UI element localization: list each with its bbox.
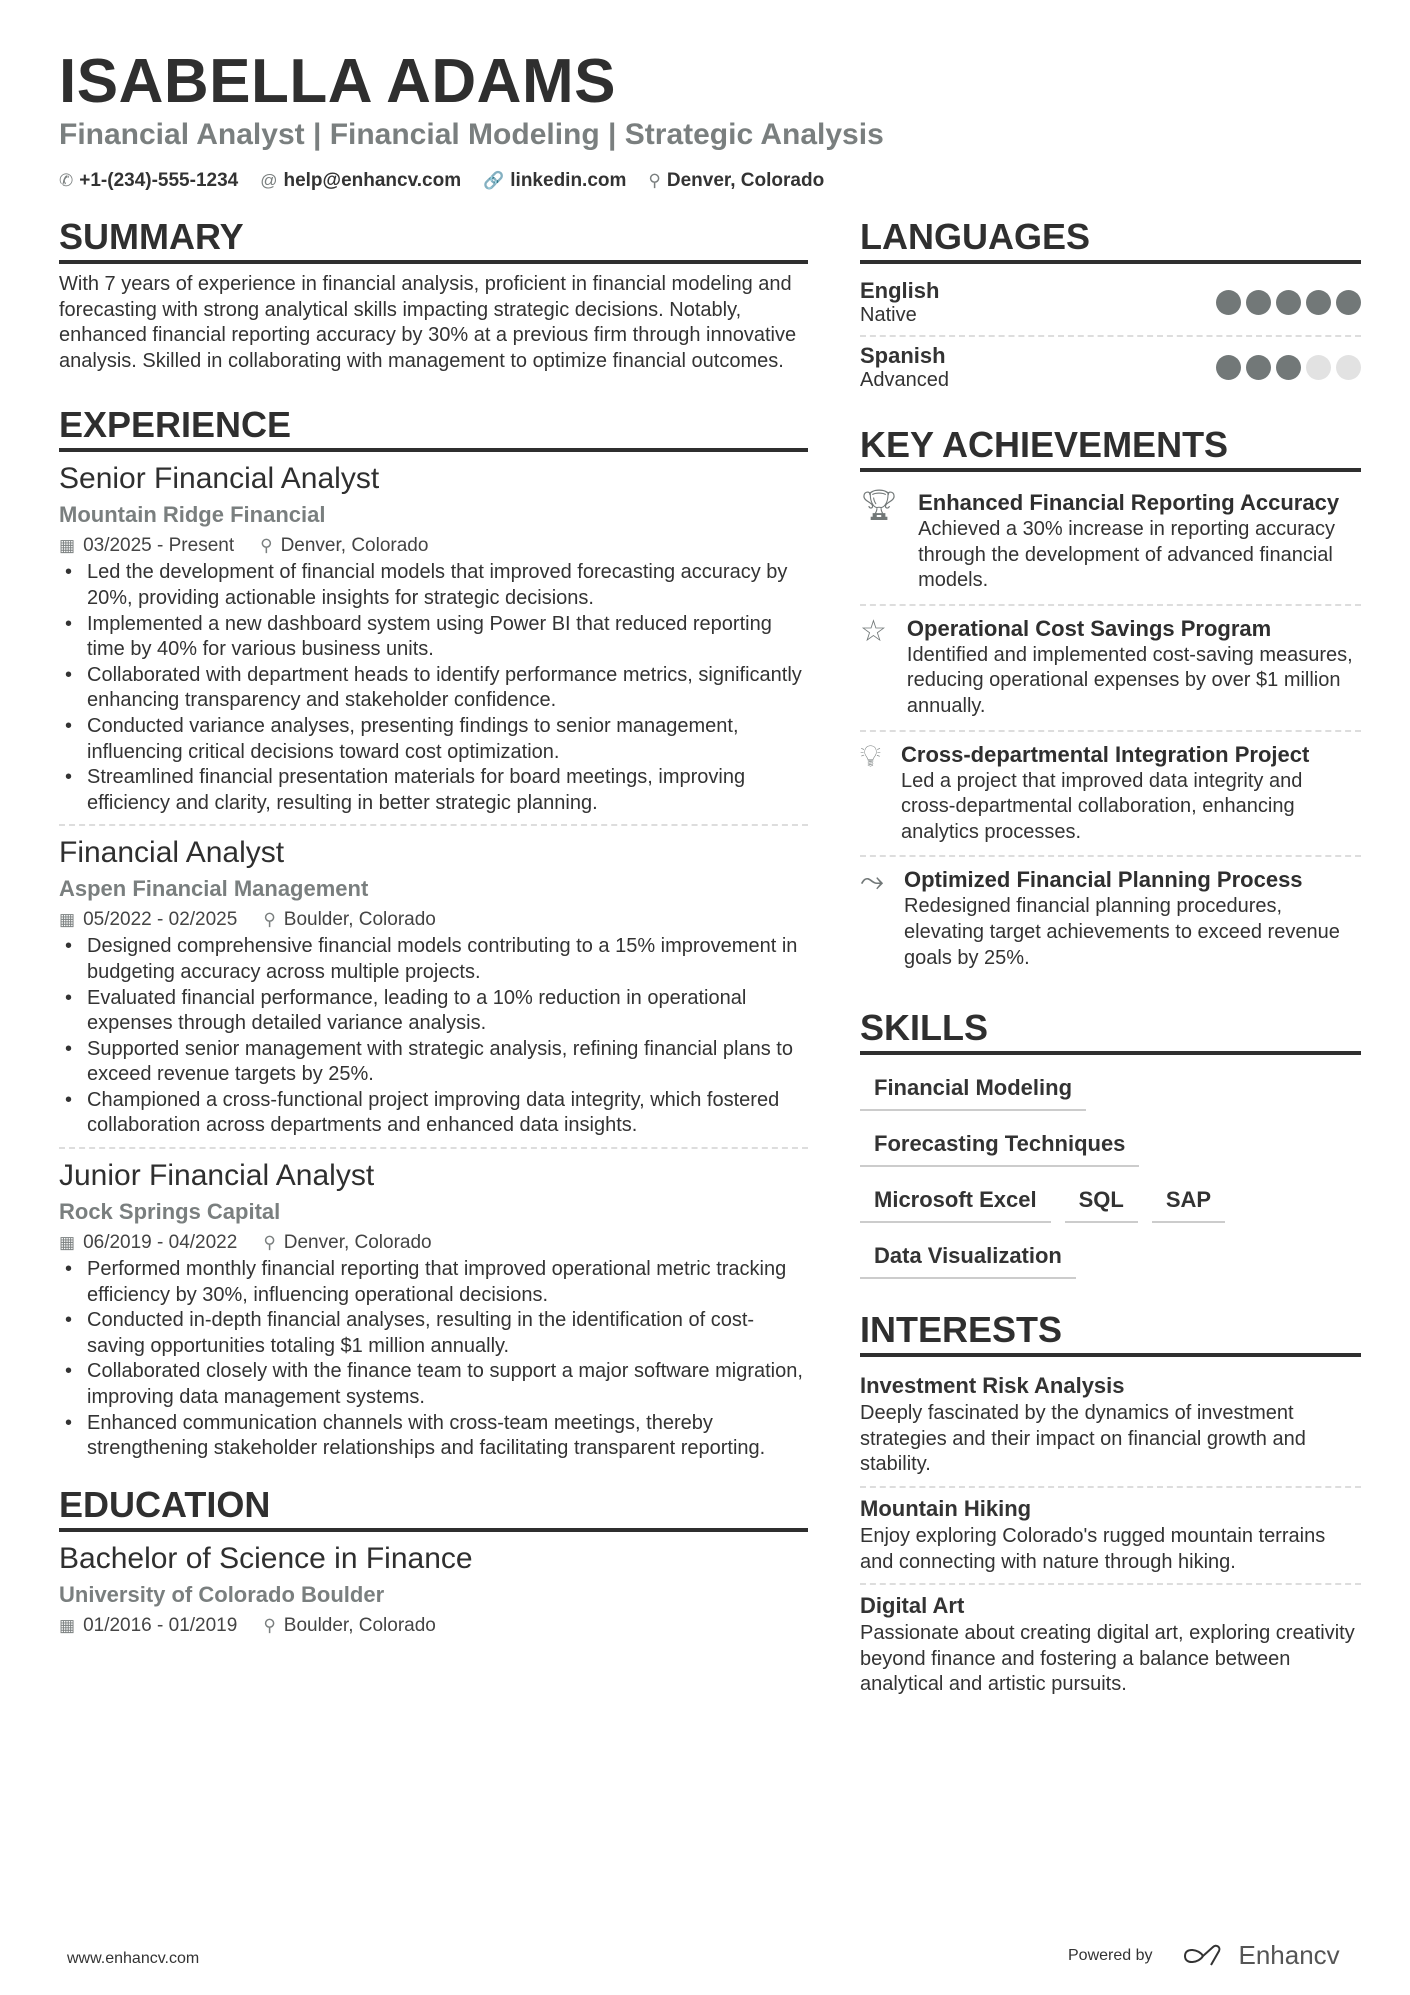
achievement-body bbox=[918, 488, 1361, 594]
experience-entry bbox=[59, 834, 808, 1149]
contact-item[interactable] bbox=[260, 170, 461, 192]
left-column bbox=[59, 216, 808, 1656]
skill-tag: Microsoft Excel bbox=[860, 1175, 1051, 1223]
right-column bbox=[860, 216, 1361, 1706]
achievement-title: Optimized Financial Planning Process bbox=[904, 867, 1303, 893]
proficiency-rating bbox=[1216, 355, 1361, 380]
rating-dot bbox=[1276, 355, 1301, 380]
bullet-item: • Conducted variance analyses, presenting findings to senior management, influencing critical decisions toward cost optimization. bbox=[59, 714, 808, 765]
headline: Financial Analyst | Financial Modeling | Strategic Analysis bbox=[59, 118, 884, 151]
language-level: Advanced bbox=[860, 369, 949, 391]
language-name: English bbox=[860, 278, 940, 303]
bullet-item: • Collaborated with department heads to identify performance metrics, significantly enhancing transparency and stakeholder confidence. bbox=[59, 663, 808, 714]
achievement-body bbox=[901, 740, 1361, 846]
trophy-icon: 🏆︎ bbox=[860, 489, 899, 522]
contact-text: help@enhancv.com bbox=[283, 170, 462, 191]
location-text: Boulder, Colorado bbox=[283, 909, 436, 931]
bullet-item: • Performed monthly financial reporting that improved operational metric tracking efficiency by 30%, influencing operational decisions. bbox=[59, 1257, 808, 1308]
language-item bbox=[860, 272, 1361, 337]
experience-section bbox=[59, 404, 808, 1469]
star-icon: ☆ bbox=[860, 614, 887, 648]
skill-tag: SAP bbox=[1152, 1175, 1225, 1223]
bullet-item: • Implemented a new dashboard system using Power BI that reduced reporting time by 40% for various business units. bbox=[59, 612, 808, 663]
rating-dot bbox=[1336, 355, 1361, 380]
bullet-item: • Led the development of financial models that improved forecasting accuracy by 20%, providing actionable insights for strategic decisions. bbox=[59, 560, 808, 611]
date-range bbox=[59, 1229, 237, 1257]
skill-tag: SQL bbox=[1065, 1175, 1138, 1223]
location bbox=[263, 1612, 436, 1640]
brand-name: Enhancv bbox=[1238, 1940, 1340, 1970]
skill-tag: Financial Modeling bbox=[860, 1063, 1086, 1111]
job-meta bbox=[59, 1229, 808, 1257]
link-icon: 🔗 bbox=[483, 171, 505, 190]
location-text: Boulder, Colorado bbox=[283, 1614, 436, 1636]
enhancv-logo bbox=[1181, 1940, 1340, 1971]
company-name: University of Colorado Boulder bbox=[59, 1581, 385, 1607]
rating-dot bbox=[1216, 290, 1241, 315]
achievement-text: Redesigned financial planning procedures, elevating target achievements to exceed revenue goals by 25%. bbox=[904, 895, 1340, 969]
achievement-text: Achieved a 30% increase in reporting accuracy through the development of advanced financial models. bbox=[918, 518, 1335, 592]
interest-text: Deeply fascinated by the dynamics of investment strategies and their impact on financial growth and stability. bbox=[860, 1402, 1306, 1476]
skill-tag: Data Visualization bbox=[860, 1231, 1076, 1279]
achievement-text: Led a project that improved data integrity and cross-departmental collaboration, enhancing analytics processes. bbox=[901, 769, 1303, 843]
company-name: Mountain Ridge Financial bbox=[59, 502, 326, 528]
bullet-list bbox=[59, 934, 808, 1139]
interest-title: Digital Art bbox=[860, 1593, 965, 1619]
location-text: Denver, Colorado bbox=[283, 1232, 432, 1254]
location bbox=[263, 906, 436, 934]
section-heading: INTERESTS bbox=[860, 1309, 1361, 1357]
experience-entry bbox=[59, 1540, 808, 1648]
rating-dot bbox=[1306, 290, 1331, 315]
job-title: Bachelor of Science in Finance bbox=[59, 1541, 473, 1575]
section-heading: EDUCATION bbox=[59, 1484, 808, 1532]
bullet-item: • Designed comprehensive financial models contributing to a 15% improvement in budgeting accuracy across multiple projects. bbox=[59, 934, 808, 985]
section-heading: SKILLS bbox=[860, 1007, 1361, 1055]
experience-entry bbox=[59, 1157, 808, 1470]
summary-text: With 7 years of experience in financial analysis, proficient in financial modeling and forecasting with strong analytical skills impacting strategic decisions. Notably, enhanced financial reporting accuracy by 30% at a previous firm through innovative analysis. Skilled in collaborating with management to optimize financial outcomes. bbox=[59, 273, 797, 372]
at-icon: @ bbox=[260, 171, 278, 190]
achievement-title: Cross-departmental Integration Project bbox=[901, 741, 1310, 767]
rating-dot bbox=[1246, 290, 1271, 315]
footer-branding bbox=[1068, 1940, 1340, 1971]
bullet-item: • Evaluated financial performance, leading to a 10% reduction in operational expenses through detailed variance analysis. bbox=[59, 986, 808, 1037]
achievement-body bbox=[904, 865, 1361, 971]
rating-dot bbox=[1336, 290, 1361, 315]
interests-section bbox=[860, 1309, 1361, 1706]
job-title: Financial Analyst bbox=[59, 836, 285, 870]
interest-title: Investment Risk Analysis bbox=[860, 1373, 1125, 1399]
strategy-icon: ⤳ bbox=[860, 865, 884, 899]
rating-dot bbox=[1276, 290, 1301, 315]
location-icon: ⚲ bbox=[648, 171, 661, 190]
calendar-icon: ▦ bbox=[59, 1615, 76, 1635]
achievement-title: Operational Cost Savings Program bbox=[906, 615, 1272, 641]
language-text bbox=[860, 278, 939, 327]
bullet-item: • Championed a cross-functional project improving data integrity, which fostered collaboration across departments and enhanced data insights. bbox=[59, 1088, 808, 1139]
achievement-title: Enhanced Financial Reporting Accuracy bbox=[918, 490, 1340, 515]
location-icon: ⚲ bbox=[260, 536, 273, 556]
education-section bbox=[59, 1484, 808, 1648]
location-text: Denver, Colorado bbox=[280, 535, 429, 557]
contact-item[interactable] bbox=[483, 170, 626, 192]
contact-text: +1-(234)-555-1234 bbox=[79, 170, 239, 191]
skills-section bbox=[860, 1007, 1361, 1287]
location-icon: ⚲ bbox=[263, 910, 276, 930]
dates-text: 06/2019 - 04/2022 bbox=[83, 1232, 238, 1254]
job-title: Senior Financial Analyst bbox=[59, 462, 380, 496]
language-text bbox=[860, 343, 949, 392]
interest-title: Mountain Hiking bbox=[860, 1495, 1032, 1521]
calendar-icon: ▦ bbox=[59, 536, 76, 556]
date-range bbox=[59, 1612, 237, 1640]
interest-text: Enjoy exploring Colorado's rugged mountain terrains and connecting with nature through hiking. bbox=[860, 1524, 1326, 1573]
rating-dot bbox=[1246, 355, 1271, 380]
achievement-item bbox=[860, 480, 1361, 606]
achievements-section bbox=[860, 424, 1361, 981]
bullet-list bbox=[59, 560, 808, 816]
proficiency-rating bbox=[1216, 290, 1361, 315]
interest-item bbox=[860, 1488, 1361, 1585]
date-range bbox=[59, 532, 234, 560]
contact-bar bbox=[59, 170, 824, 192]
location bbox=[260, 532, 428, 560]
achievement-item bbox=[860, 606, 1361, 732]
language-name: Spanish bbox=[860, 343, 946, 368]
summary-section bbox=[59, 216, 808, 374]
company-name: Aspen Financial Management bbox=[59, 876, 369, 902]
date-range bbox=[59, 906, 237, 934]
languages-section bbox=[860, 216, 1361, 400]
section-heading: SUMMARY bbox=[59, 216, 808, 264]
dates-text: 01/2016 - 01/2019 bbox=[83, 1614, 238, 1636]
achievement-text: Identified and implemented cost-saving measures, reducing operational expenses by over $1 million annually. bbox=[906, 643, 1353, 717]
interest-text: Passionate about creating digital art, exploring creativity beyond finance and fostering a balance between analytical and artistic pursuits. bbox=[860, 1622, 1355, 1696]
contact-item[interactable] bbox=[59, 170, 238, 192]
contact-text: linkedin.com bbox=[510, 170, 627, 191]
section-heading: LANGUAGES bbox=[860, 216, 1361, 264]
rating-dot bbox=[1216, 355, 1241, 380]
bullet-item: • Enhanced communication channels with cross-team meetings, thereby strengthening stakeholder relationships and facilitating transparent reporting. bbox=[59, 1411, 808, 1462]
job-meta bbox=[59, 532, 808, 560]
website-link[interactable]: www.enhancv.com bbox=[67, 1950, 200, 1967]
job-meta bbox=[59, 1612, 808, 1640]
job-meta bbox=[59, 906, 808, 934]
bullet-item: • Conducted in-depth financial analyses, resulting in the identification of cost-saving opportunities totaling $1 million annually. bbox=[59, 1308, 808, 1359]
dates-text: 03/2025 - Present bbox=[83, 535, 235, 557]
achievement-body bbox=[907, 614, 1361, 720]
experience-entry bbox=[59, 460, 808, 826]
dates-text: 05/2022 - 02/2025 bbox=[83, 909, 238, 931]
skill-tag: Forecasting Techniques bbox=[860, 1119, 1139, 1167]
company-name: Rock Springs Capital bbox=[59, 1199, 281, 1225]
job-title: Junior Financial Analyst bbox=[59, 1159, 375, 1193]
bullet-item: • Streamlined financial presentation materials for board meetings, improving efficiency and clarity, resulting in better strategic planning. bbox=[59, 765, 808, 816]
location-icon: ⚲ bbox=[263, 1233, 276, 1253]
phone-icon: ✆ bbox=[59, 171, 74, 190]
powered-by-label: Powered by bbox=[1068, 1946, 1153, 1964]
calendar-icon: ▦ bbox=[59, 1233, 76, 1253]
bullet-item: • Collaborated closely with the finance team to support a major software migration, improving data management systems. bbox=[59, 1359, 808, 1410]
lightbulb-icon: 💡︎ bbox=[860, 739, 881, 773]
interest-item bbox=[860, 1365, 1361, 1488]
contact-item[interactable] bbox=[648, 170, 824, 192]
candidate-name: ISABELLA ADAMS bbox=[59, 47, 616, 116]
bullet-list bbox=[59, 1257, 808, 1462]
contact-text: Denver, Colorado bbox=[666, 170, 825, 191]
interest-item bbox=[860, 1585, 1361, 1706]
rating-dot bbox=[1306, 355, 1331, 380]
enhancv-logo-icon bbox=[1181, 1943, 1229, 1969]
section-heading: EXPERIENCE bbox=[59, 404, 808, 452]
language-item bbox=[860, 337, 1361, 400]
bullet-item: • Supported senior management with strategic analysis, refining financial plans to exceed revenue targets by 25%. bbox=[59, 1037, 808, 1088]
calendar-icon: ▦ bbox=[59, 910, 76, 930]
language-level: Native bbox=[860, 304, 917, 326]
section-heading: KEY ACHIEVEMENTS bbox=[860, 424, 1361, 472]
achievement-item bbox=[860, 857, 1361, 981]
location bbox=[263, 1229, 431, 1257]
achievement-item bbox=[860, 732, 1361, 858]
location-icon: ⚲ bbox=[263, 1615, 276, 1635]
